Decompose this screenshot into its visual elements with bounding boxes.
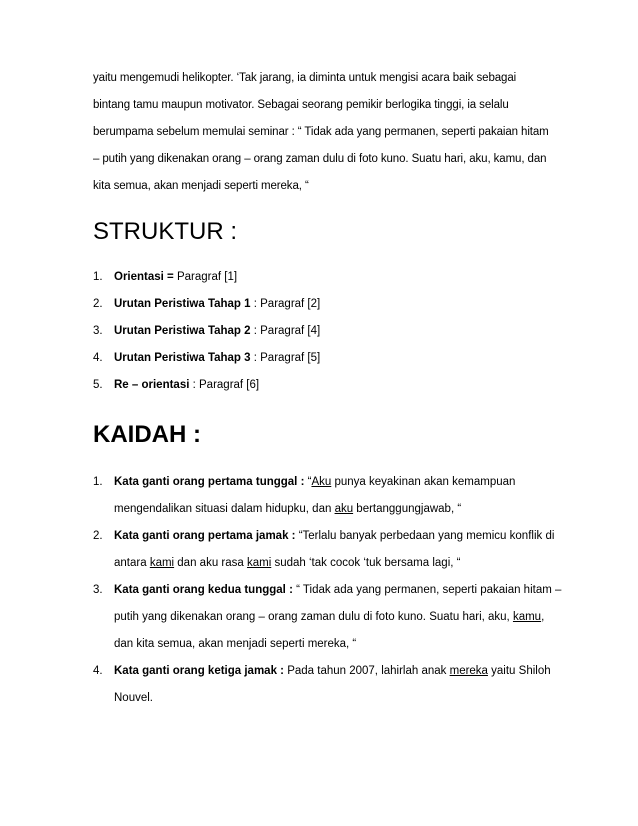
list-label: Kata ganti orang pertama jamak : [114,530,296,542]
list-item [93,271,237,283]
list-text: mengendalikan situasi dalam hidupku, dan [114,503,335,515]
list-number: 2. [93,530,103,542]
list-text: : Paragraf [6] [189,379,260,391]
list-text: yaitu Shiloh [487,665,551,677]
pronoun-highlight: mereka [449,665,488,677]
list-item [93,352,320,364]
list-text: “ [304,476,312,488]
list-number: 2. [93,298,103,310]
list-text: putih yang dikenakan orang – orang zaman dulu di foto kuno. Suatu hari, aku, [114,611,513,623]
list-label: Urutan Peristiwa Tahap 1 [114,298,251,310]
list-text: “ Tidak ada yang permanen, seperti pakaian hitam – [292,584,562,596]
list-text: bertanggungjawab, “ [353,503,462,515]
list-continuation [114,557,460,569]
list-item [93,530,554,542]
list-text: : Paragraf [5] [250,352,321,364]
struktur-heading: STRUKTUR : [93,218,237,245]
list-label: Orientasi = [114,271,174,283]
list-number: 3. [93,325,103,337]
list-text: “Terlalu banyak perbedaan yang memicu konflik di [295,530,555,542]
list-number: 1. [93,476,103,488]
list-text: punya keyakinan akan kemampuan [331,476,516,488]
list-number: 4. [93,665,103,677]
pronoun-highlight: kami [246,557,272,569]
list-number: 5. [93,379,103,391]
list-text: antara [114,557,150,569]
list-text: Pada tahun 2007, lahirlah anak [284,665,450,677]
intro-line: bintang tamu maupun motivator. Sebagai seorang pemikir berlogika tinggi, ia selalu [93,99,509,111]
list-text: Nouvel. [114,692,153,704]
list-text: sudah ‘tak cocok ‘tuk bersama lagi, “ [271,557,461,569]
list-text: Paragraf [1] [173,271,238,283]
list-item [93,584,561,596]
list-label: Urutan Peristiwa Tahap 2 [114,325,251,337]
intro-line: yaitu mengemudi helikopter. ‘Tak jarang, ia diminta untuk mengisi acara baik sebagai [93,72,517,84]
pronoun-highlight: kami [149,557,175,569]
pronoun-highlight: Aku [311,476,332,488]
list-continuation [114,503,461,515]
list-text: : Paragraf [4] [250,325,321,337]
list-label: Kata ganti orang ketiga jamak : [114,665,284,677]
list-label: Kata ganti orang kedua tunggal : [114,584,293,596]
kaidah-heading: KAIDAH : [93,421,201,448]
list-text: dan kita semua, akan menjadi seperti mereka, “ [114,638,357,650]
list-text: dan aku rasa [174,557,247,569]
list-continuation [114,692,153,704]
list-number: 1. [93,271,103,283]
list-label: Urutan Peristiwa Tahap 3 [114,352,251,364]
list-text: , [541,611,545,623]
list-continuation [114,611,544,623]
list-label: Kata ganti orang pertama tunggal : [114,476,305,488]
list-continuation [114,638,356,650]
intro-line: berumpama sebelum memulai seminar : “ Tidak ada yang permanen, seperti pakaian hitam [93,126,549,138]
list-text: : Paragraf [2] [250,298,321,310]
pronoun-highlight: aku [334,503,354,515]
list-number: 4. [93,352,103,364]
intro-line: kita semua, akan menjadi seperti mereka, “ [93,180,309,192]
list-item [93,476,515,488]
list-number: 3. [93,584,103,596]
list-item [93,325,320,337]
pronoun-highlight: kamu [512,611,542,623]
intro-line: – putih yang dikenakan orang – orang zaman dulu di foto kuno. Suatu hari, aku, kamu, dan [93,153,547,165]
list-item [93,665,551,677]
list-item [93,298,320,310]
list-item [93,379,259,391]
list-label: Re – orientasi [114,379,190,391]
